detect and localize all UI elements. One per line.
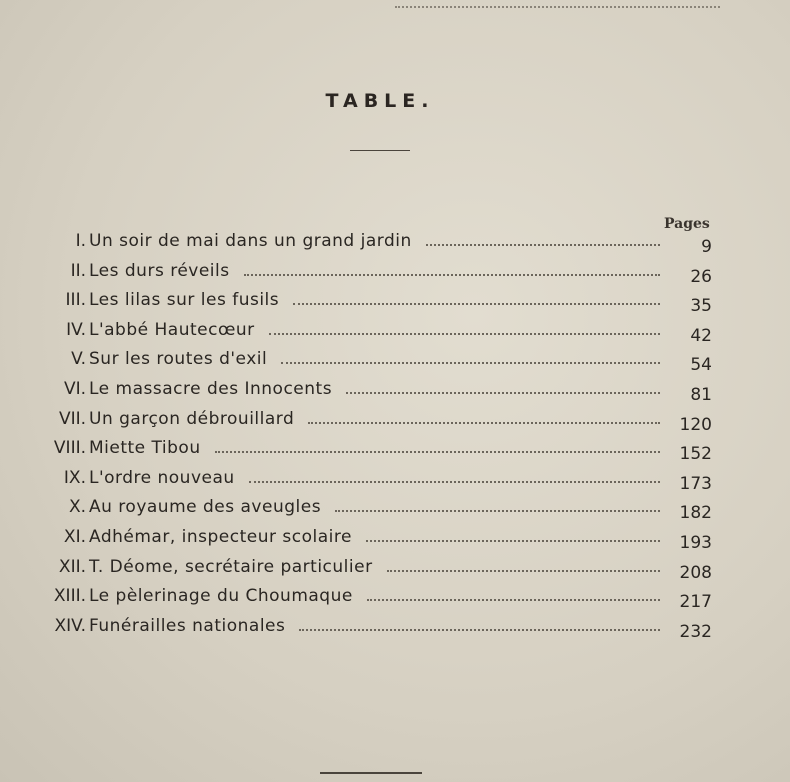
chapter-number: IV. — [66, 319, 86, 340]
chapter-title: Funérailles nationales — [89, 615, 286, 636]
dot-leader — [281, 362, 660, 364]
dot-leader — [299, 629, 660, 631]
dot-leader — [426, 244, 660, 246]
page-number: 217 — [679, 592, 712, 613]
dot-leader — [346, 392, 660, 394]
chapter-number: XII. — [58, 556, 86, 577]
page-number: 42 — [690, 325, 712, 346]
page-number: 232 — [679, 621, 712, 642]
dot-leader — [293, 303, 660, 305]
toc-entry — [0, 258, 790, 288]
chapter-number: I. — [75, 231, 86, 251]
page-number: 26 — [690, 266, 712, 287]
chapter-title: Un garçon débrouillard — [89, 408, 295, 429]
toc-entry — [0, 494, 790, 524]
chapter-title: Adhémar, inspecteur scolaire — [89, 527, 352, 547]
toc-entry — [0, 524, 790, 554]
dot-leader — [367, 599, 660, 601]
page-number: 35 — [690, 296, 712, 317]
chapter-title: Un soir de mai dans un grand jardin — [89, 231, 412, 251]
toc-entry — [0, 583, 790, 613]
chapter-number: III. — [65, 290, 86, 311]
toc-entry — [0, 465, 790, 495]
chapter-title: Au royaume des aveugles — [89, 497, 322, 518]
dot-leader — [387, 570, 660, 572]
chapter-title: Sur les routes d'exil — [89, 349, 268, 370]
page-number: 193 — [679, 533, 712, 553]
title-rule — [350, 150, 410, 151]
page-number: 120 — [679, 414, 712, 435]
page-number: 81 — [690, 385, 712, 405]
chapter-title: Les lilas sur les fusils — [89, 290, 280, 311]
page-number: 152 — [679, 444, 712, 465]
bottom-rule — [320, 772, 422, 774]
chapter-title: T. Déome, secrétaire particulier — [89, 556, 373, 577]
chapter-number: VII. — [58, 408, 86, 429]
chapter-title: Le pèlerinage du Choumaque — [89, 586, 353, 607]
dot-leader — [335, 510, 660, 512]
toc-entry — [0, 435, 790, 465]
toc-entry — [0, 228, 790, 258]
toc-entry — [0, 346, 790, 376]
toc-entry — [0, 287, 790, 317]
page-title: TABLE. — [325, 90, 435, 112]
chapter-number: II. — [70, 260, 86, 281]
chapter-number: XI. — [63, 527, 86, 547]
chapter-number: V. — [71, 349, 86, 370]
page-number: 208 — [679, 562, 712, 583]
chapter-title: L'abbé Hautecœur — [89, 319, 255, 340]
chapter-number: X. — [68, 497, 86, 518]
chapter-number: VI. — [63, 379, 86, 399]
page-number: 54 — [690, 355, 712, 376]
dot-leader — [366, 540, 660, 542]
chapter-title: L'ordre nouveau — [89, 467, 235, 488]
dot-leader — [269, 333, 660, 335]
toc-entry — [0, 406, 790, 436]
chapter-title: Le massacre des Innocents — [89, 379, 333, 399]
dot-leader — [215, 451, 660, 453]
chapter-number: IX. — [63, 467, 86, 488]
page-number: 9 — [701, 237, 712, 257]
chapter-title: Les durs réveils — [89, 260, 230, 281]
toc-entry — [0, 613, 790, 643]
chapter-title: Miette Tibou — [89, 438, 201, 459]
top-ornament — [395, 0, 720, 8]
toc-entry — [0, 317, 790, 347]
toc-entry — [0, 554, 790, 584]
toc-entry — [0, 376, 790, 406]
chapter-number: XIII. — [53, 586, 86, 607]
dot-leader — [308, 422, 660, 424]
pages-column-label: Pages — [664, 216, 710, 232]
page-number: 182 — [679, 503, 712, 524]
dot-leader — [244, 274, 660, 276]
chapter-number: XIV. — [54, 615, 86, 636]
page-number: 173 — [679, 473, 712, 494]
dot-leader — [249, 481, 660, 483]
chapter-number: VIII. — [53, 438, 86, 459]
